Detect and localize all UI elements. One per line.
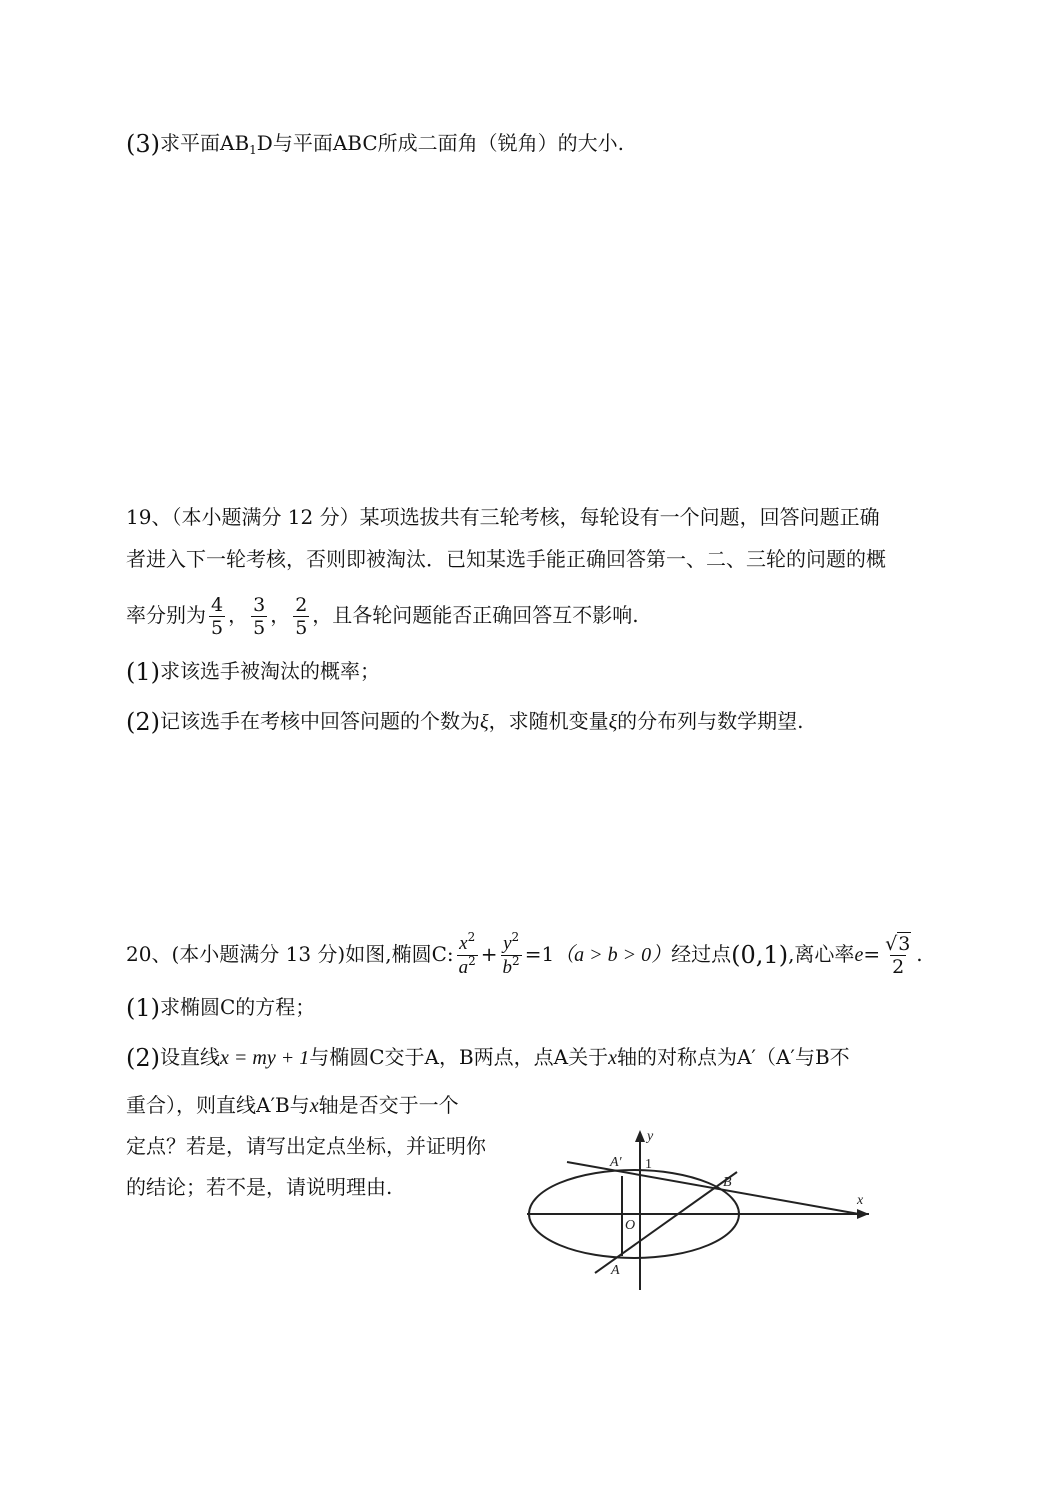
q19-sep-1: ， bbox=[228, 603, 249, 627]
q19-fraction-1: $\frac{4}{5}$ bbox=[211, 594, 224, 639]
q19-fraction-2: $\frac{3}{5}$ bbox=[253, 594, 266, 639]
q20-ecc: ,离心率 bbox=[788, 942, 855, 966]
q20-part2-line1-post: 与椭圆C交于A，B两点，点A关于 bbox=[309, 1045, 609, 1069]
q18-part3-label: (3) bbox=[126, 130, 160, 158]
q20-part2-pre: 设直线 bbox=[160, 1045, 220, 1069]
q20-part2-xvar-2: x bbox=[309, 1095, 319, 1117]
q20-part2-line1 bbox=[126, 1042, 850, 1073]
q20-pass: 经过点 bbox=[671, 942, 732, 966]
q20-period: . bbox=[916, 942, 923, 966]
q19-score: （本小题满分 12 分） bbox=[171, 505, 360, 529]
q20-point: (0,1) bbox=[731, 941, 789, 969]
label-o: O bbox=[625, 1218, 636, 1233]
q18-part3 bbox=[126, 128, 624, 159]
q19-part2-label: (2) bbox=[126, 708, 160, 736]
label-a: A bbox=[611, 1263, 620, 1278]
q19-line2-text: 者进入下一轮考核，否则即被淘汰．已知某选手能正确回答第一、二、三轮的问题的概 bbox=[126, 547, 886, 571]
label-b: B bbox=[723, 1175, 732, 1190]
q20-part1-label: (1) bbox=[126, 994, 160, 1022]
q20-frac-y: $\frac{y^2}{b^2}$ bbox=[502, 930, 520, 978]
q20-number: 20、 bbox=[126, 942, 172, 966]
q19-part2-post: 的分布列与数学期望. bbox=[617, 709, 804, 733]
q20-part1 bbox=[126, 992, 315, 1023]
y-axis-arrow bbox=[635, 1130, 645, 1142]
q18-part3-text-pre: 求平面AB bbox=[160, 131, 250, 155]
q20-score: (本小题满分 13 分) bbox=[171, 942, 346, 966]
q20-part2-line4-text: 的结论；若不是，请说明理由. bbox=[126, 1175, 393, 1199]
q19-part2-mid: ，求随机变量 bbox=[488, 709, 609, 733]
q19-fraction-3: $\frac{2}{5}$ bbox=[295, 594, 308, 639]
q19-part2 bbox=[126, 706, 804, 737]
x-axis-arrow bbox=[857, 1209, 869, 1219]
q19-part2-var-2: ξ bbox=[608, 711, 618, 733]
q20-e-eq: = bbox=[863, 942, 881, 966]
q19-part1 bbox=[126, 656, 380, 687]
q20-frac-e: $\frac{√3}{2}$ bbox=[885, 933, 911, 978]
q19-part2-pre: 记该选手在考核中回答问题的个数为 bbox=[160, 709, 480, 733]
q20-intro: 如图,椭圆C: bbox=[345, 942, 454, 966]
q19-line1-text: 某项选拔共有三轮考核，每轮设有一个问题，回答问题正确 bbox=[359, 505, 880, 529]
label-one: 1 bbox=[645, 1157, 652, 1172]
q18-part3-sub: 1 bbox=[249, 143, 257, 157]
q20-plus: + bbox=[480, 942, 498, 966]
q20-cond: （a > b > 0） bbox=[554, 944, 672, 966]
line-ab bbox=[595, 1172, 737, 1273]
q19-part1-text: 求该选手被淘汰的概率； bbox=[160, 659, 380, 683]
q20-part1-text: 求椭圆C的方程； bbox=[160, 995, 316, 1019]
q20-part2-line2-pre: 重合），则直线A′B与 bbox=[126, 1093, 310, 1117]
q20-e-var: e bbox=[854, 944, 864, 966]
q20-part2-line2-post: 轴是否交于一个 bbox=[318, 1093, 459, 1117]
q20-part2-line3-text: 定点？若是，请写出定点坐标，并证明你 bbox=[126, 1134, 486, 1158]
q19-line3-post: ，且各轮问题能否正确回答互不影响. bbox=[312, 603, 639, 627]
q19-line3-pre: 率分别为 bbox=[126, 603, 206, 627]
q20-part2-line3 bbox=[126, 1131, 486, 1161]
q20-part2-line2 bbox=[126, 1090, 459, 1121]
q20-part2-line1-end: 轴的对称点为A′（A′与B不 bbox=[616, 1045, 850, 1069]
q19-line1 bbox=[126, 502, 880, 532]
q20-part2-xvar-1: x bbox=[608, 1047, 617, 1069]
q20-line1 bbox=[126, 932, 923, 979]
label-a-prime: A′ bbox=[610, 1155, 622, 1170]
q19-sep-2: ， bbox=[270, 603, 291, 627]
q18-part3-text-post: D与平面ABC所成二面角（锐角）的大小. bbox=[256, 131, 624, 155]
q20-part2-line4 bbox=[126, 1172, 392, 1202]
q20-part2-formula: x = my + 1 bbox=[220, 1047, 310, 1069]
q19-line2 bbox=[126, 544, 886, 574]
q19-number: 19、 bbox=[126, 505, 172, 529]
q20-eq1: =1 bbox=[524, 942, 555, 966]
label-x: x bbox=[857, 1193, 864, 1208]
q19-part2-var-1: ξ bbox=[480, 711, 489, 733]
q20-part2-label: (2) bbox=[126, 1044, 160, 1072]
q19-part1-label: (1) bbox=[126, 658, 160, 686]
label-y: y bbox=[647, 1129, 654, 1144]
q19-line3 bbox=[126, 594, 639, 639]
ellipse-figure bbox=[527, 1128, 877, 1293]
q20-frac-x: $\frac{x^2}{a^2}$ bbox=[458, 930, 476, 978]
